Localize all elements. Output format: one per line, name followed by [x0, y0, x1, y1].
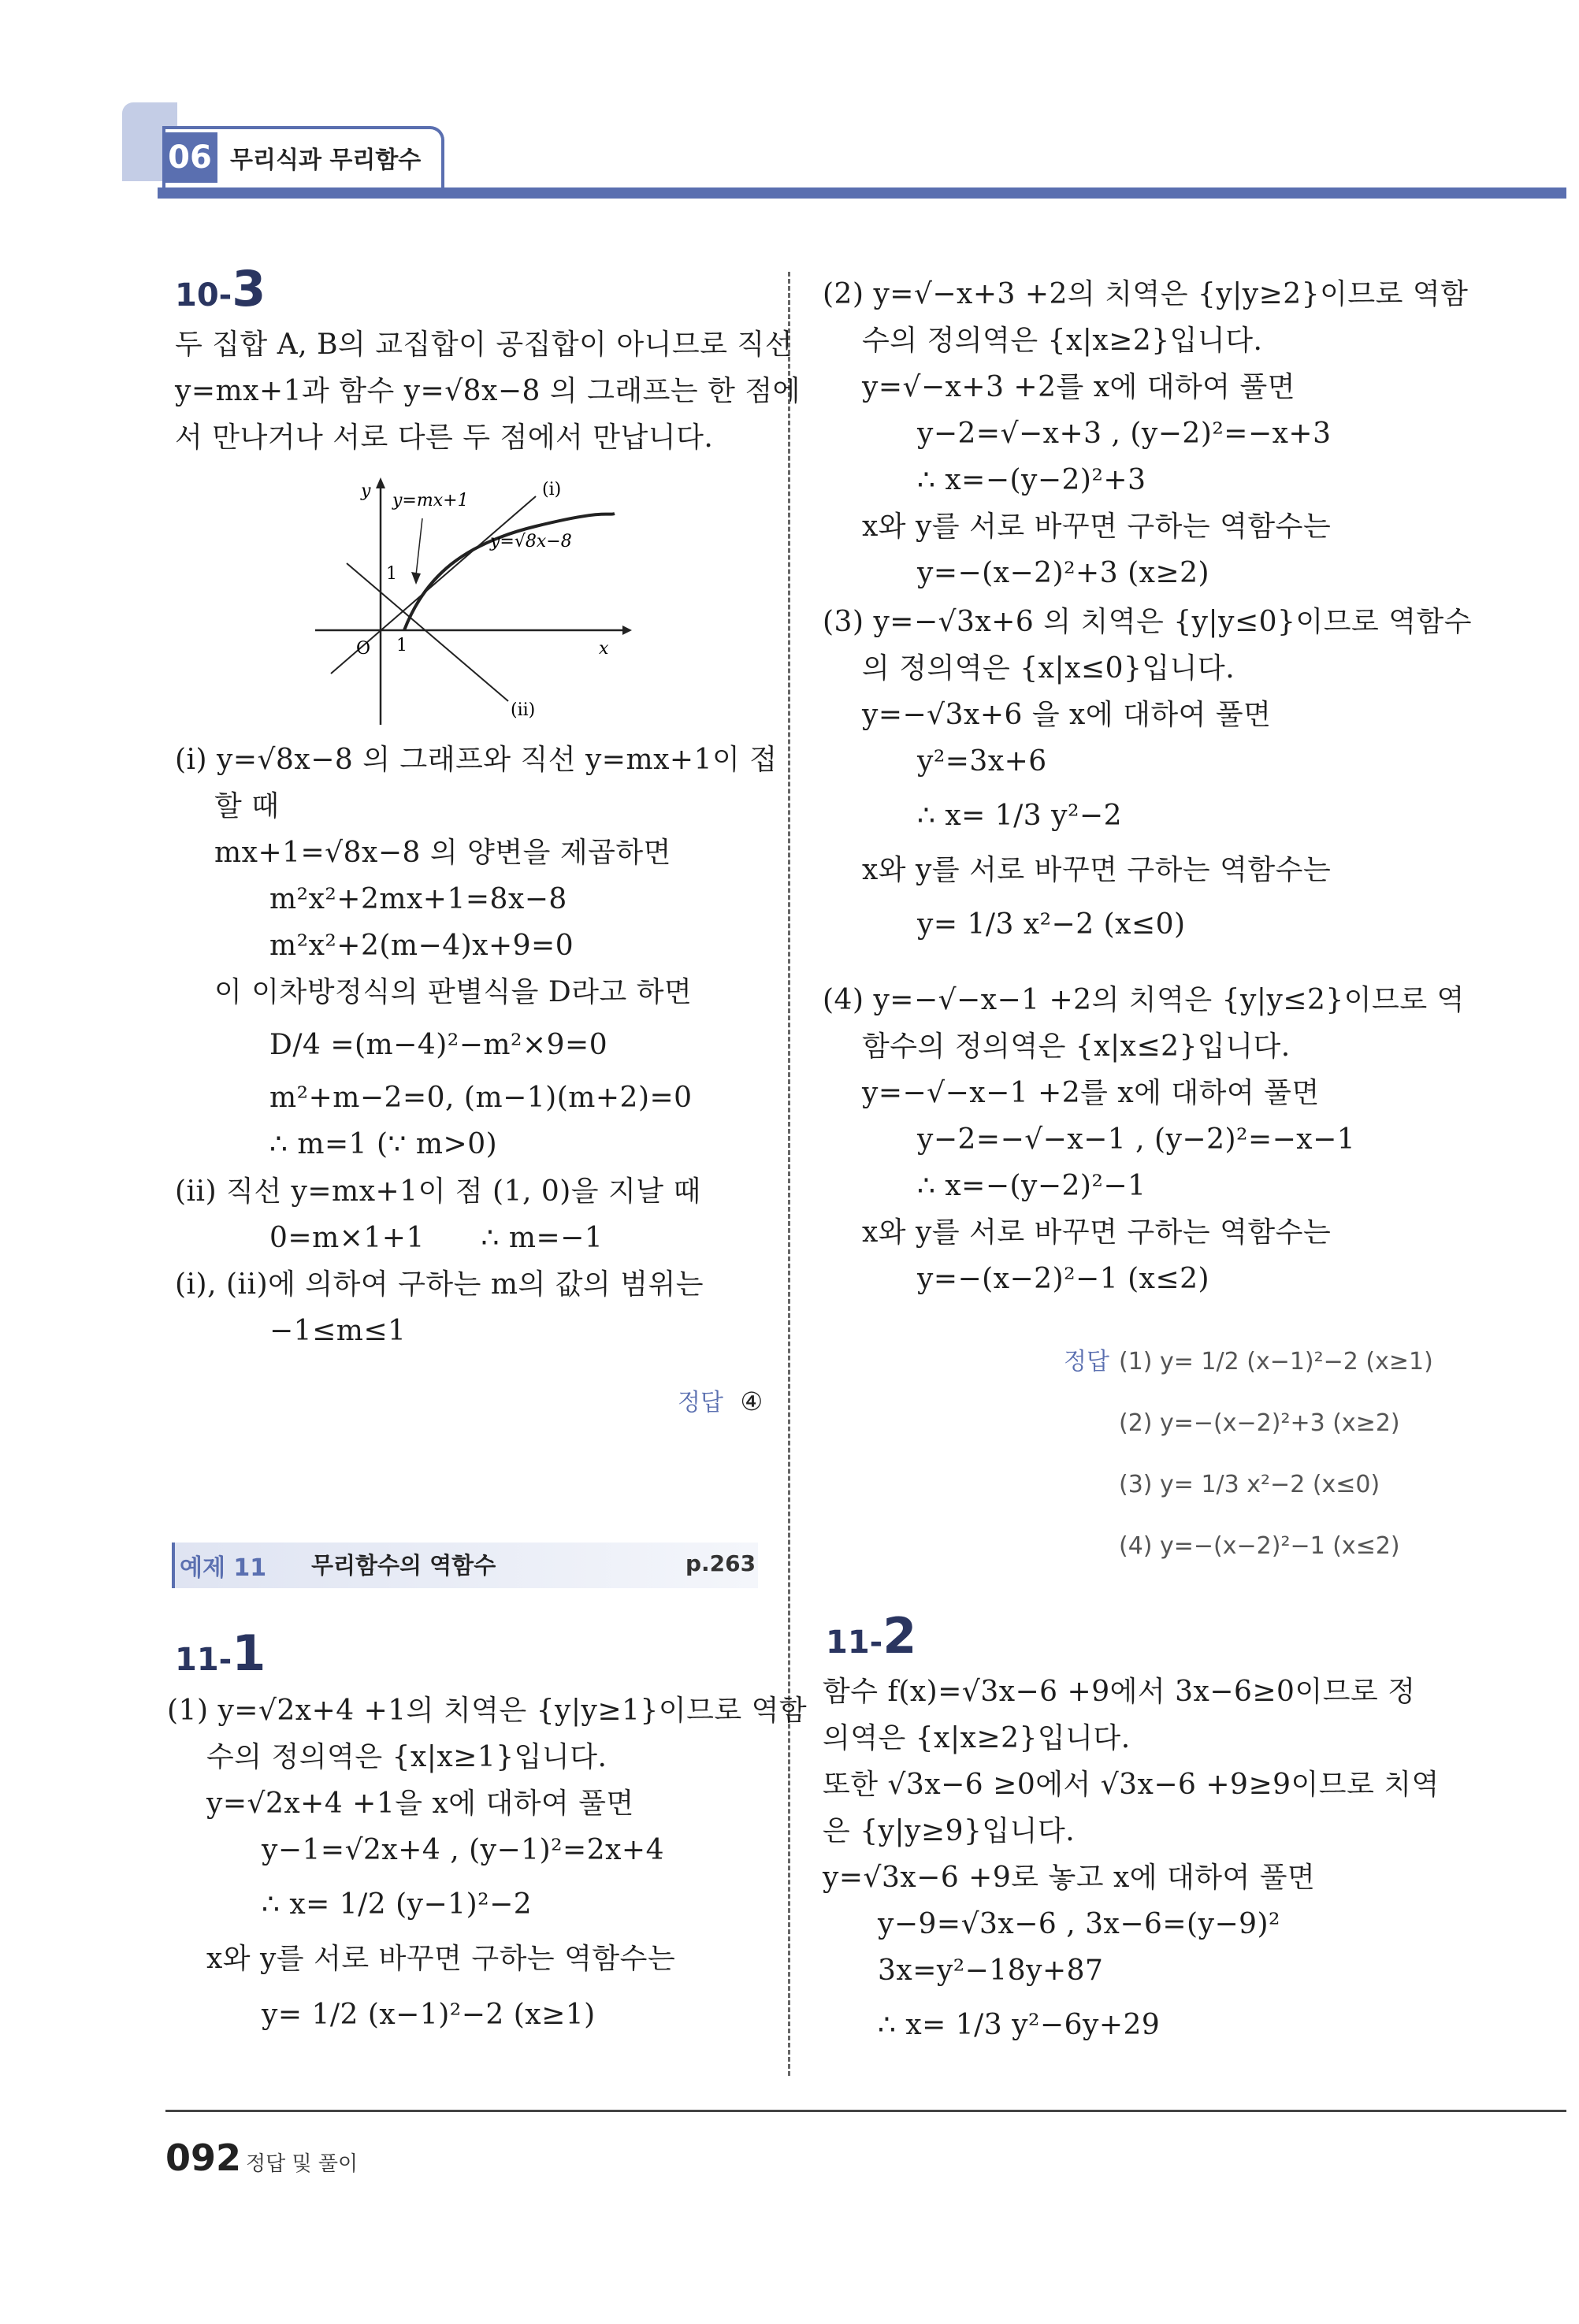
text-line: (i) y=√8x−8 의 그래프와 직선 y=mx+1이 접 — [175, 744, 778, 776]
page-number: 092 — [165, 2137, 242, 2179]
text-line: y−2=√−x+3 , (y−2)²=−x+3 — [917, 418, 1332, 450]
text-line: (3) y=−√3x+6 의 치역은 {y|y≤0}이므로 역함수 — [823, 606, 1473, 638]
text-line: y=√3x−6 +9로 놓고 x에 대하여 풀면 — [823, 1862, 1316, 1894]
bottom-rule — [165, 2110, 1566, 2112]
text-line: 0=m×1+1 ∴ m=−1 — [269, 1222, 604, 1254]
text-line: y²=3x+6 — [917, 745, 1047, 778]
problem-number-10-3: 10-3 — [175, 260, 266, 317]
text-line: 서 만나거나 서로 다른 두 점에서 만납니다. — [175, 421, 714, 454]
answer-label: 정답 — [1064, 1348, 1109, 1375]
text-line: 수의 정의역은 {x|x≥2}입니다. — [862, 325, 1263, 357]
text-line: D/4 =(m−4)²−m²×9=0 — [269, 1029, 608, 1061]
p10-3-answer — [678, 1383, 763, 1417]
p11-2-solution — [823, 1669, 1440, 2048]
line-pointer — [416, 518, 422, 575]
text-line: m²x²+2(m−4)x+9=0 — [269, 930, 574, 962]
text-line: ∴ x= 1/2 (y−1)²−2 — [262, 1888, 533, 1921]
label-origin: O — [356, 639, 371, 659]
answer-line: (1) y= 1/2 (x−1)²−2 (x≥1) — [1118, 1348, 1433, 1375]
text-line: mx+1=√8x−8 의 양변을 제곱하면 — [214, 837, 671, 869]
text-line: ∴ x=−(y−2)²−1 — [917, 1170, 1146, 1202]
text-line: m²+m−2=0, (m−1)(m+2)=0 — [269, 1082, 693, 1114]
text-line: y=√−x+3 +2를 x에 대하여 풀면 — [862, 371, 1296, 403]
text-line: m²x²+2mx+1=8x−8 — [269, 883, 567, 915]
text-line: y=−√3x+6 을 x에 대하여 풀면 — [862, 699, 1272, 731]
label-curve: y=√8x−8 — [490, 532, 572, 551]
label-ii: (ii) — [511, 700, 536, 720]
label-one-x: 1 — [396, 636, 407, 655]
text-line: ∴ m=1 (∵ m>0) — [269, 1128, 498, 1160]
text-line: (1) y=√2x+4 +1의 치역은 {y|y≥1}이므로 역함 — [167, 1695, 808, 1727]
text-line: y= 1/2 (x−1)²−2 (x≥1) — [262, 1999, 596, 2031]
text-line: 함수 f(x)=√3x−6 +9에서 3x−6≥0이므로 정 — [823, 1676, 1416, 1708]
p10-3-intro — [175, 321, 801, 461]
text-line: (2) y=√−x+3 +2의 치역은 {y|y≥2}이므로 역함 — [823, 278, 1469, 310]
text-line: y=−(x−2)²+3 (x≥2) — [917, 557, 1210, 589]
text-line: x와 y를 서로 바꾸면 구하는 역함수는 — [862, 510, 1332, 543]
text-line: ∴ x= 1/3 y²−6y+29 — [878, 2009, 1161, 2041]
text-line: y−1=√2x+4 , (y−1)²=2x+4 — [262, 1834, 664, 1866]
text-line: y=−(x−2)²−1 (x≤2) — [917, 1263, 1210, 1295]
text-line: y−2=−√−x−1 , (y−2)²=−x−1 — [917, 1123, 1356, 1156]
header-bar — [158, 187, 1566, 199]
pointer-arrow — [411, 572, 421, 585]
text-line: 할 때 — [214, 790, 280, 822]
problem-number-11-1: 11-1 — [175, 1624, 266, 1682]
text-line: y=mx+1과 함수 y=√8x−8 의 그래프는 한 점에 — [175, 375, 801, 407]
text-line: y=−√−x−1 +2를 x에 대하여 풀면 — [862, 1077, 1320, 1109]
p11-1-part-4 — [823, 977, 1465, 1302]
footer-label: 정답 및 풀이 — [246, 2152, 359, 2176]
chapter-title: 무리식과 무리함수 — [230, 147, 422, 174]
text-line: (ii) 직선 y=mx+1이 점 (1, 0)을 지날 때 — [175, 1175, 701, 1208]
example-title: 무리함수의 역함수 — [311, 1552, 496, 1579]
text-line: ∴ x= 1/3 y²−2 — [917, 800, 1122, 832]
text-line: 함수의 정의역은 {x|x≤2}입니다. — [862, 1030, 1291, 1063]
label-i: (i) — [542, 480, 562, 499]
text-line: −1≤m≤1 — [269, 1315, 407, 1347]
text-line: y= 1/3 x²−2 (x≤0) — [917, 908, 1186, 941]
text-line: 이 이차방정식의 판별식을 D라고 하면 — [214, 976, 693, 1008]
text-line: y−9=√3x−6 , 3x−6=(y−9)² — [878, 1908, 1280, 1940]
text-line: x와 y를 서로 바꾸면 구하는 역함수는 — [862, 854, 1332, 886]
text-line: x와 y를 서로 바꾸면 구하는 역함수는 — [862, 1216, 1332, 1249]
x-axis-arrow — [622, 626, 632, 635]
p10-3-graph — [307, 465, 638, 733]
text-line: ∴ x=−(y−2)²+3 — [917, 464, 1146, 496]
answer-label: 정답 — [678, 1389, 723, 1416]
y-axis-arrow — [376, 477, 385, 488]
text-line: 두 집합 A, B의 교집합이 공집합이 아니므로 직선 — [175, 329, 793, 361]
label-y-axis: y — [361, 481, 371, 501]
text-line: x와 y를 서로 바꾸면 구하는 역함수는 — [206, 1943, 676, 1975]
example-page-ref: p.263 — [685, 1550, 756, 1576]
p11-1-answers — [1064, 1331, 1433, 1577]
problem-number-11-2: 11-2 — [826, 1607, 917, 1665]
answer-line: (4) y=−(x−2)²−1 (x≤2) — [1119, 1532, 1400, 1560]
label-x-axis: x — [599, 639, 609, 659]
text-line: (4) y=−√−x−1 +2의 치역은 {y|y≤2}이므로 역 — [823, 984, 1465, 1016]
label-one-y: 1 — [386, 564, 397, 584]
text-line: y=√2x+4 +1을 x에 대하여 풀면 — [206, 1788, 634, 1820]
text-line: 수의 정의역은 {x|x≥1}입니다. — [206, 1741, 607, 1773]
chapter-number: 06 — [162, 132, 217, 183]
answer-value: ④ — [740, 1387, 763, 1416]
line-ii — [347, 563, 508, 701]
text-line: (i), (ii)에 의하여 구하는 m의 값의 범위는 — [175, 1268, 704, 1301]
answer-line: (3) y= 1/3 x²−2 (x≤0) — [1119, 1471, 1380, 1498]
example-label: 예제 11 — [180, 1554, 267, 1582]
p11-1-solution — [167, 1687, 807, 2038]
text-line: 의 정의역은 {x|x≤0}입니다. — [862, 652, 1235, 685]
answer-line: (2) y=−(x−2)²+3 (x≥2) — [1119, 1409, 1400, 1437]
p10-3-case-ii — [175, 1168, 704, 1354]
text-line: 의역은 {x|x≥2}입니다. — [823, 1722, 1131, 1754]
p11-1-part-2 — [823, 271, 1468, 596]
text-line: 또한 √3x−6 ≥0에서 √3x−6 +9≥9이므로 치역 — [823, 1769, 1440, 1801]
text-line: 은 {y|y≥9}입니다. — [823, 1815, 1076, 1847]
p11-1-part-3 — [823, 599, 1472, 948]
p10-3-case-i — [175, 737, 777, 1168]
label-line: y=mx+1 — [392, 491, 469, 510]
text-line: 3x=y²−18y+87 — [878, 1955, 1104, 1987]
